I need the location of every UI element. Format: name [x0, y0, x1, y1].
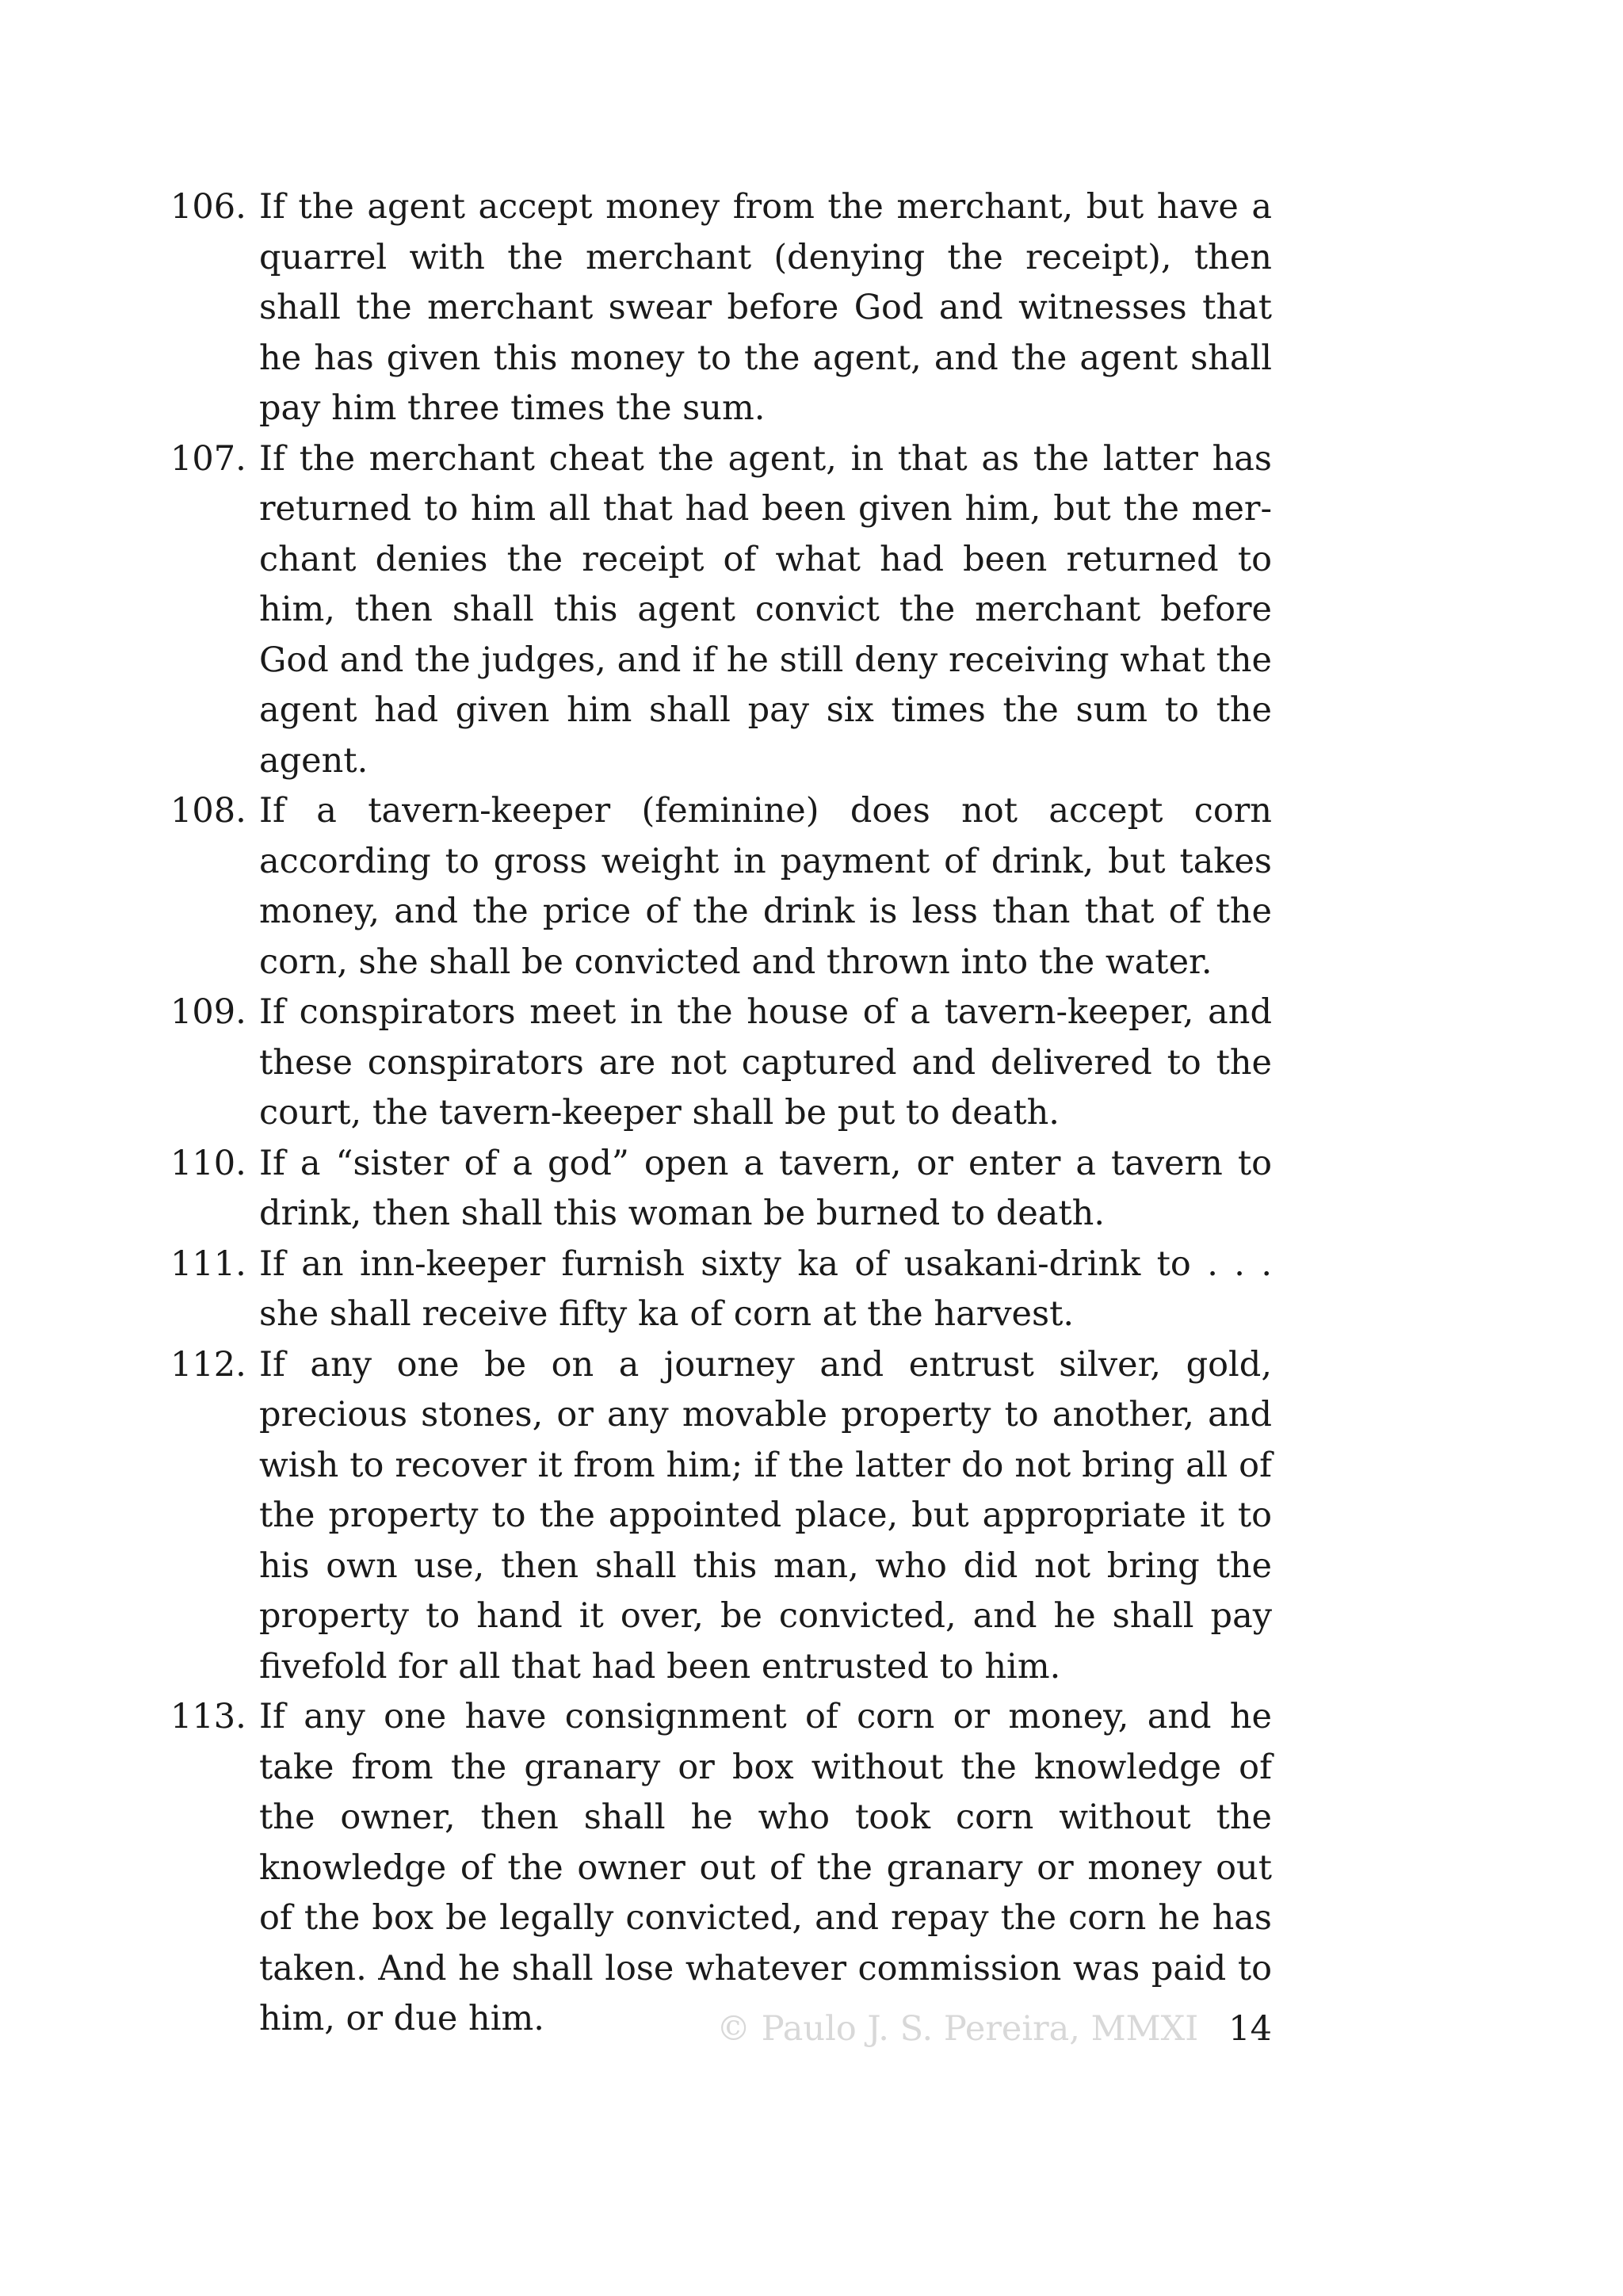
page-footer	[682, 2005, 1272, 2053]
law-text: If conspirators meet in the house of a tavern-keeper, and these conspirators are not captured and delivered to the court, the tavern-keeper shall be put to death.	[259, 992, 1272, 1133]
law-item	[170, 786, 1272, 988]
law-list	[170, 182, 1272, 2045]
law-text: If any one be on a journey and entrust silver, gold, precious stones, or any movable property to another, and wish to recover it from him; if the latter do not bring all of the property to the appointed place, but appropriate it to his own use, then shall this man, who did not bring the property to hand it over, be convicted, and he shall pay fivefold for all that had been entrusted to him.	[259, 1344, 1272, 1687]
law-number: 107.	[170, 438, 246, 479]
law-item	[170, 182, 1272, 434]
law-item	[170, 1139, 1272, 1240]
law-number: 109.	[170, 992, 246, 1032]
copyright-notice: © Paulo J. S. Pereira, MMXI	[716, 2009, 1199, 2049]
law-text: If a “sister of a god” open a tavern, or enter a tavern to drink, then shall this woman be burned to death.	[259, 1143, 1272, 1233]
law-item	[170, 1340, 1272, 1693]
law-number: 110.	[170, 1143, 246, 1183]
law-item	[170, 434, 1272, 787]
law-text: If the merchant cheat the agent, in that as the latter has returned to him all that had been given him, but the merchant denies the receipt of what had been returned to him, then shall this agent convict the merchant before God and the judges, and if he still deny receiving what the agent had given him shall pay six times the sum to the agent.	[259, 438, 1272, 781]
page-number: 14	[1228, 2009, 1272, 2049]
law-number: 112.	[170, 1344, 246, 1385]
law-text: If an inn-keeper furnish sixty ka of usakani-drink to . . . she shall receive fifty ka of corn at the harvest.	[259, 1244, 1272, 1334]
law-item	[170, 1692, 1272, 2045]
law-item	[170, 988, 1272, 1139]
law-number: 111.	[170, 1244, 246, 1284]
law-number: 113.	[170, 1697, 246, 1736]
law-text: If any one have consignment of corn or money, and he take from the granary or box without the knowledge of the owner, then shall he who took corn without the knowledge of the owner out of the granary or money out of the box be legally convicted, and repay the corn he has taken. And he shall lose whatever commission was paid to him, or due him.	[259, 1697, 1272, 2038]
law-number: 106.	[170, 187, 246, 227]
law-number: 108.	[170, 791, 246, 831]
law-item	[170, 1240, 1272, 1340]
law-text: If a tavern-keeper (feminine) does not accept corn according to gross weight in payment of drink, but takes money, and the price of the drink is less than that of the corn, she shall be convicted and thrown into the water.	[259, 791, 1272, 982]
law-text: If the agent accept money from the merchant, but have a quarrel with the merchant (denying the receipt), then shall the merchant swear before God and witnesses that he has given this money to the agent, and the agent shall pay him three times the sum.	[259, 187, 1272, 428]
